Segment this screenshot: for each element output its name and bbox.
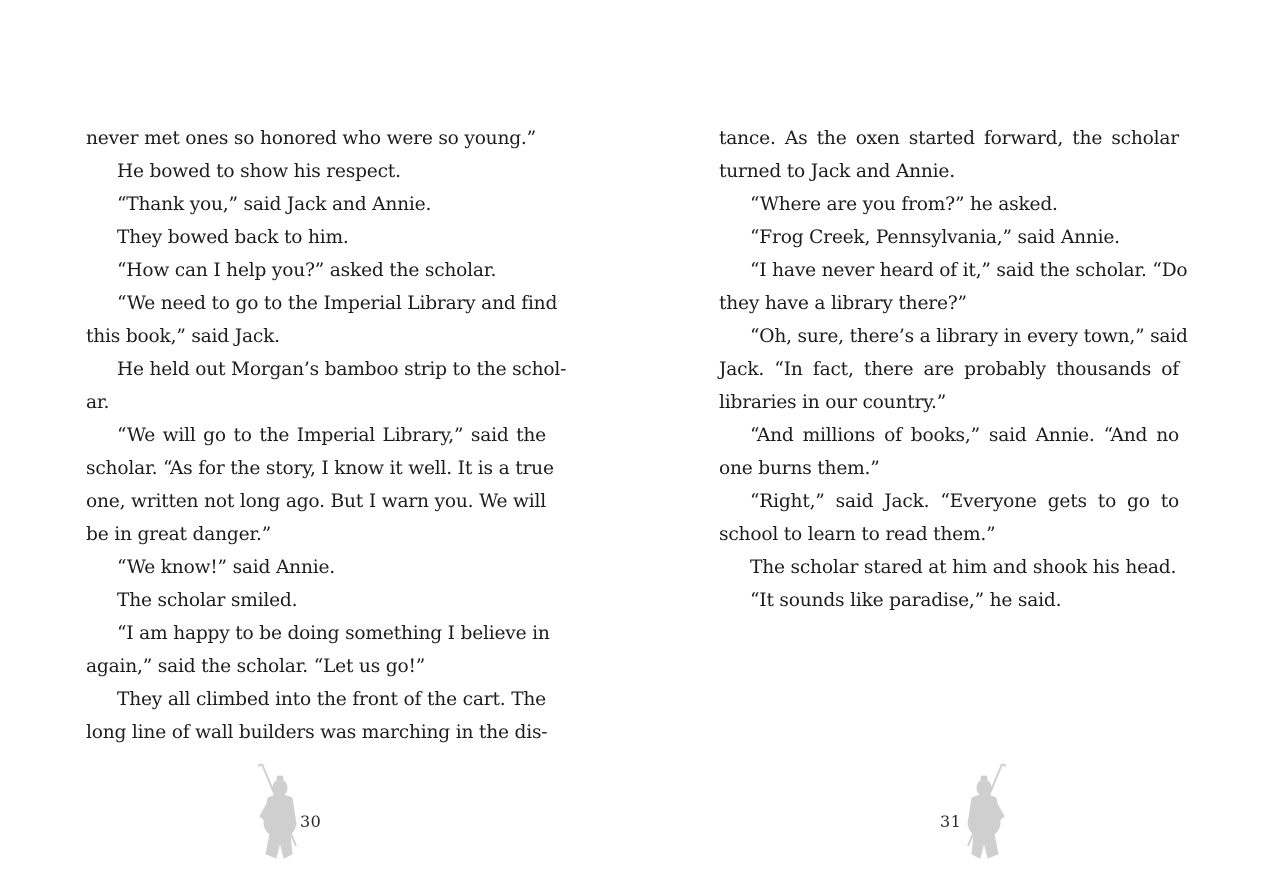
text-line: “We will go to the Imperial Library,” said the (117, 425, 546, 446)
text-line: tance. As the oxen started forward, the scholar (719, 128, 1179, 149)
text-line: one, written not long ago. But I warn you. We will (86, 491, 546, 512)
text-line: again,” said the scholar. “Let us go!” (86, 656, 426, 677)
text-line: “How can I help you?” asked the scholar. (117, 260, 497, 281)
text-line: They bowed back to him. (117, 227, 349, 248)
text-line: ar. (86, 392, 110, 413)
text-line: be in great danger.” (86, 524, 272, 545)
text-line: “Right,” said Jack. “Everyone gets to go to (750, 491, 1179, 512)
text-line: “It sounds like paradise,” he said. (750, 590, 1062, 611)
text-line: “We know!” said Annie. (117, 557, 335, 578)
text-line: libraries in our country.” (719, 392, 947, 413)
text-line: The scholar smiled. (117, 590, 298, 611)
left-page-text (86, 122, 567, 749)
text-line: school to learn to read them.” (719, 524, 996, 545)
page-number: 30 (300, 812, 322, 831)
text-line: “Where are you from?” he asked. (750, 194, 1058, 215)
text-line: “I have never heard of it,” said the scholar. “Do (750, 260, 1188, 281)
text-line: “I am happy to be doing something I believe in (117, 623, 550, 644)
text-line: scholar. “As for the story, I know it well. It is a true (86, 458, 554, 479)
text-line: never met ones so honored who were so young.” (86, 128, 536, 149)
right-page-footer (930, 762, 1030, 862)
text-line: “Oh, sure, there’s a library in every town,” said (750, 326, 1188, 347)
text-line: “And millions of books,” said Annie. “And no (750, 425, 1179, 446)
text-line: turned to Jack and Annie. (719, 161, 955, 182)
text-line: this book,” said Jack. (86, 326, 280, 347)
text-line: Jack. “In fact, there are probably thousands of (719, 359, 1179, 380)
text-line: they have a library there?” (719, 293, 967, 314)
text-line: “Frog Creek, Pennsylvania,” said Annie. (750, 227, 1120, 248)
warrior-silhouette-icon (954, 762, 1014, 862)
text-line: long line of wall builders was marching in the dis- (86, 722, 548, 743)
text-line: They all climbed into the front of the cart. The (117, 689, 546, 710)
text-line: The scholar stared at him and shook his head. (750, 557, 1177, 578)
text-line: He bowed to show his respect. (117, 161, 401, 182)
text-line: “We need to go to the Imperial Library and find (117, 293, 558, 314)
text-line: “Thank you,” said Jack and Annie. (117, 194, 432, 215)
text-line: He held out Morgan’s bamboo strip to the schol- (117, 359, 567, 380)
right-page-text (719, 122, 1188, 617)
text-line: one burns them.” (719, 458, 880, 479)
left-page-footer (244, 762, 344, 862)
page-number: 31 (940, 812, 962, 831)
